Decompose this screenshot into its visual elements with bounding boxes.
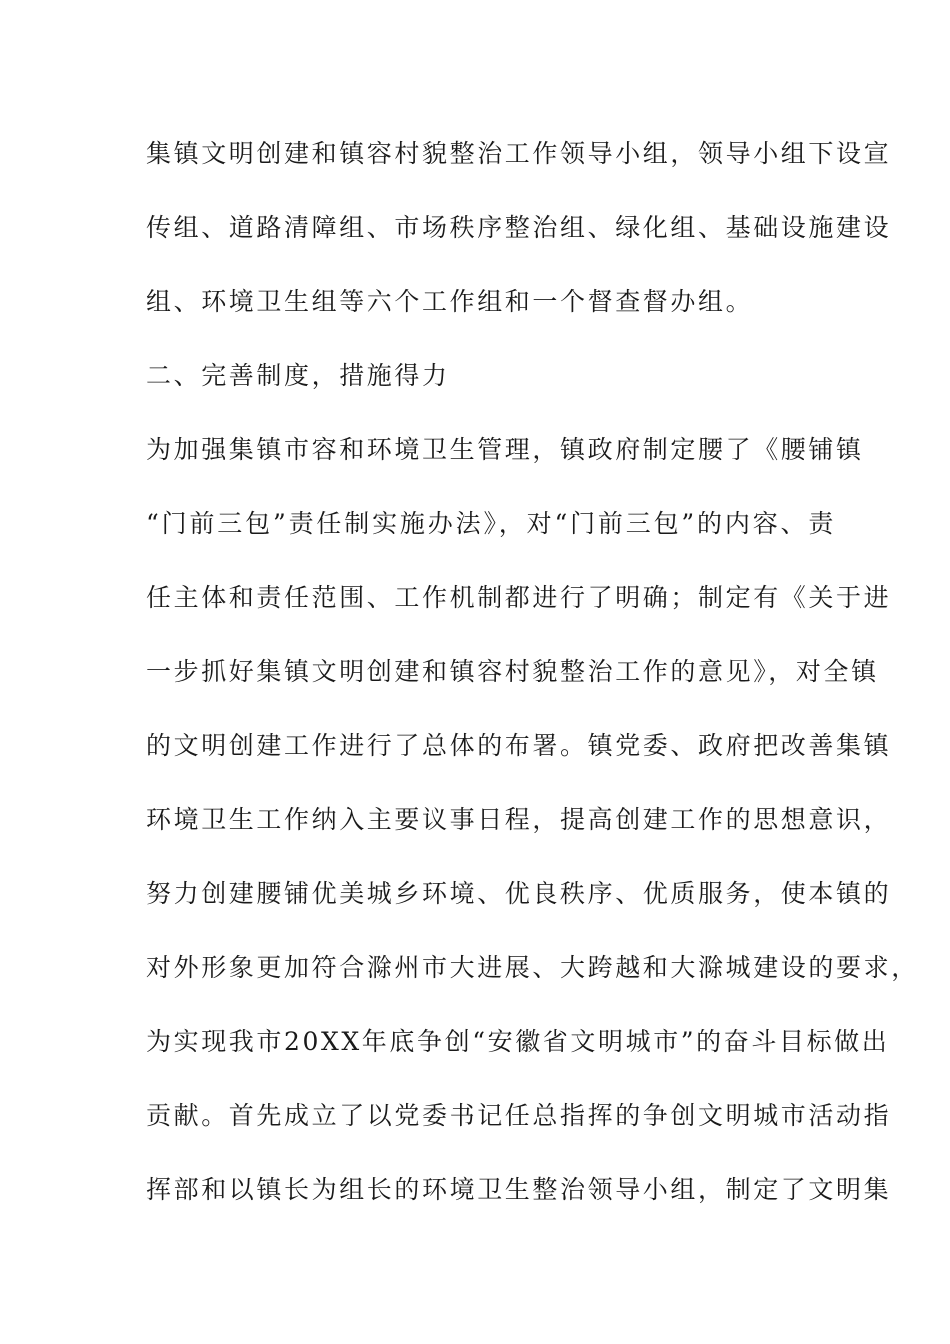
text-line-2: 传组、道路清障组、市场秩序整治组、绿化组、基础设施建设: [146, 213, 892, 242]
text-line-5: 为加强集镇市容和环境卫生管理，镇政府制定腰了《腰铺镇: [146, 435, 864, 464]
text-line-9: 的文明创建工作进行了总体的布署。镇党委、政府把改善集镇: [146, 731, 892, 760]
text-line-14: 贡献。首先成立了以党委书记任总指挥的争创文明城市活动指: [146, 1101, 892, 1130]
text-line-8: 一步抓好集镇文明创建和镇容村貌整治工作的意见》，对全镇: [146, 657, 879, 686]
text-line-1: 集镇文明创建和镇容村貌整治工作领导小组，领导小组下设宣: [146, 139, 892, 168]
text-line-3: 组、环境卫生组等六个工作组和一个督查督办组。: [146, 287, 754, 316]
text-line-12: 对外形象更加符合滁州市大进展、大跨越和大滁城建设的要求，: [146, 953, 919, 982]
text-line-13: 为实现我市20XX年底争创“安徽省文明城市”的奋斗目标做出: [146, 1027, 890, 1056]
text-line-15: 挥部和以镇长为组长的环境卫生整治领导小组，制定了文明集: [146, 1175, 892, 1204]
section-heading: 二、完善制度，措施得力: [146, 361, 450, 390]
text-line-7: 任主体和责任范围、工作机制都进行了明确；制定有《关于进: [146, 583, 892, 612]
text-line-10: 环境卫生工作纳入主要议事日程，提高创建工作的思想意识，: [146, 805, 892, 834]
text-line-11: 努力创建腰铺优美城乡环境、优良秩序、优质服务，使本镇的: [146, 879, 892, 908]
text-line-6: “门前三包”责任制实施办法》，对“门前三包”的内容、责: [146, 509, 836, 538]
